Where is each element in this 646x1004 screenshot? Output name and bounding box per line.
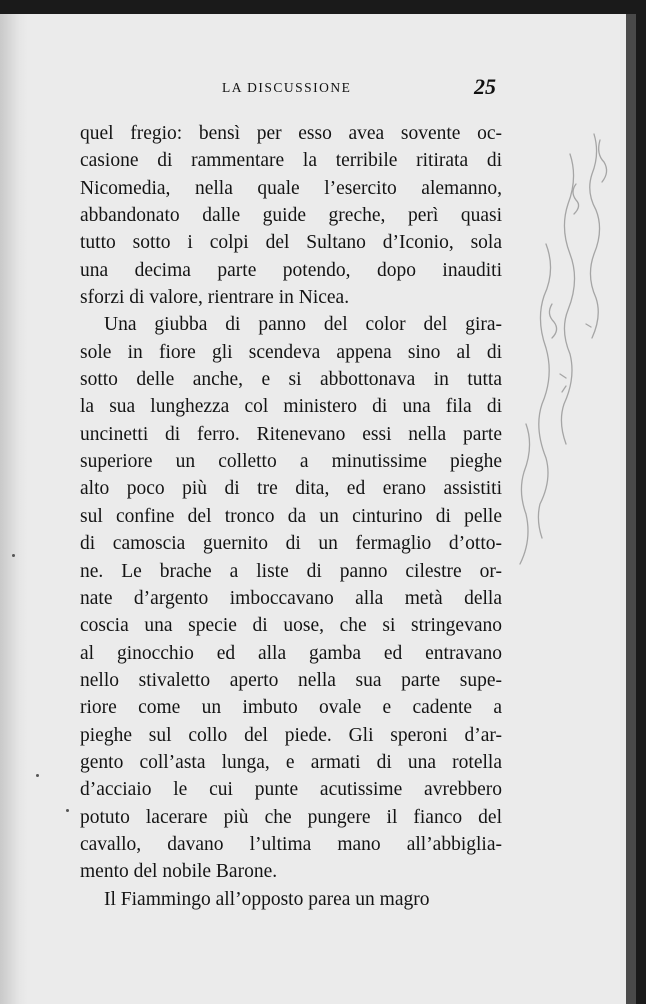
text-line: Nicomedia, nella quale l’esercito alemanno, [80, 177, 502, 199]
text-line: Il Fiammingo all’opposto parea un magro [104, 888, 430, 910]
text-line: Una giubba di panno del color del gira- [104, 314, 502, 336]
text-line: potuto lacerare più che pungere il fianco del [80, 806, 502, 828]
text-line: la sua lunghezza col ministero di una fila di [80, 396, 502, 418]
text-line: sul confine del tronco da un cinturino di pelle [80, 505, 502, 527]
paper-speck [12, 554, 15, 557]
book-page [0, 14, 636, 1004]
text-line: quel fregio: bensì per esso avea sovente oc- [80, 123, 502, 144]
text-line: nate d’argento imboccavano alla metà della [80, 587, 502, 609]
text-line: mento del nobile Barone. [80, 861, 278, 883]
text-line: gento coll’asta lunga, e armati di una rotella [80, 751, 502, 773]
text-line: nello stivaletto aperto nella sua parte supe- [80, 669, 502, 691]
body-text [80, 120, 502, 913]
text-line: pieghe sul collo del piede. Gli speroni d’ar- [80, 724, 502, 746]
page-number: 25 [474, 74, 496, 99]
paper-speck [66, 809, 69, 812]
pencil-scribble-icon [496, 124, 616, 644]
page-header [0, 76, 636, 106]
running-title: LA DISCUSSIONE [222, 80, 352, 95]
page-right-edge [626, 14, 636, 1004]
text-line: coscia una specie di uose, che si stringevano [80, 615, 502, 637]
text-line: alto poco più di tre dita, ed erano assistiti [80, 478, 502, 500]
page-gutter-shadow [0, 14, 28, 1004]
text-line: sole in fiore gli scendeva appena sino al di [80, 341, 502, 363]
text-line: tutto sotto i colpi del Sultano d’Iconio, sola [80, 232, 502, 254]
text-line: abbandonato dalle guide greche, perì quasi [80, 205, 502, 227]
handwritten-margin-notes [496, 124, 616, 644]
text-line: una decima parte potendo, dopo inauditi [80, 259, 502, 281]
paper-speck [36, 774, 39, 777]
text-line: al ginocchio ed alla gamba ed entravano [80, 642, 502, 664]
text-line: sotto delle anche, e si abbottonava in tutta [80, 369, 502, 391]
text-line: uncinetti di ferro. Ritenevano essi nella parte [80, 423, 502, 445]
text-line: di camoscia guernito di un fermaglio d’otto- [80, 533, 502, 555]
text-line: superiore un colletto a minutissime pieghe [80, 451, 502, 473]
text-line: ne. Le brache a liste di panno cilestre or- [80, 560, 502, 582]
text-line: riore come un imbuto ovale e cadente a [80, 697, 502, 719]
text-line: d’acciaio le cui punte acutissime avrebbero [80, 779, 502, 801]
text-line: sforzi di valore, rientrare in Nicea. [80, 287, 350, 309]
text-line: casione di rammentare la terribile ritirata di [80, 150, 502, 172]
text-line: cavallo, davano l’ultima mano all’abbiglia- [80, 833, 502, 855]
